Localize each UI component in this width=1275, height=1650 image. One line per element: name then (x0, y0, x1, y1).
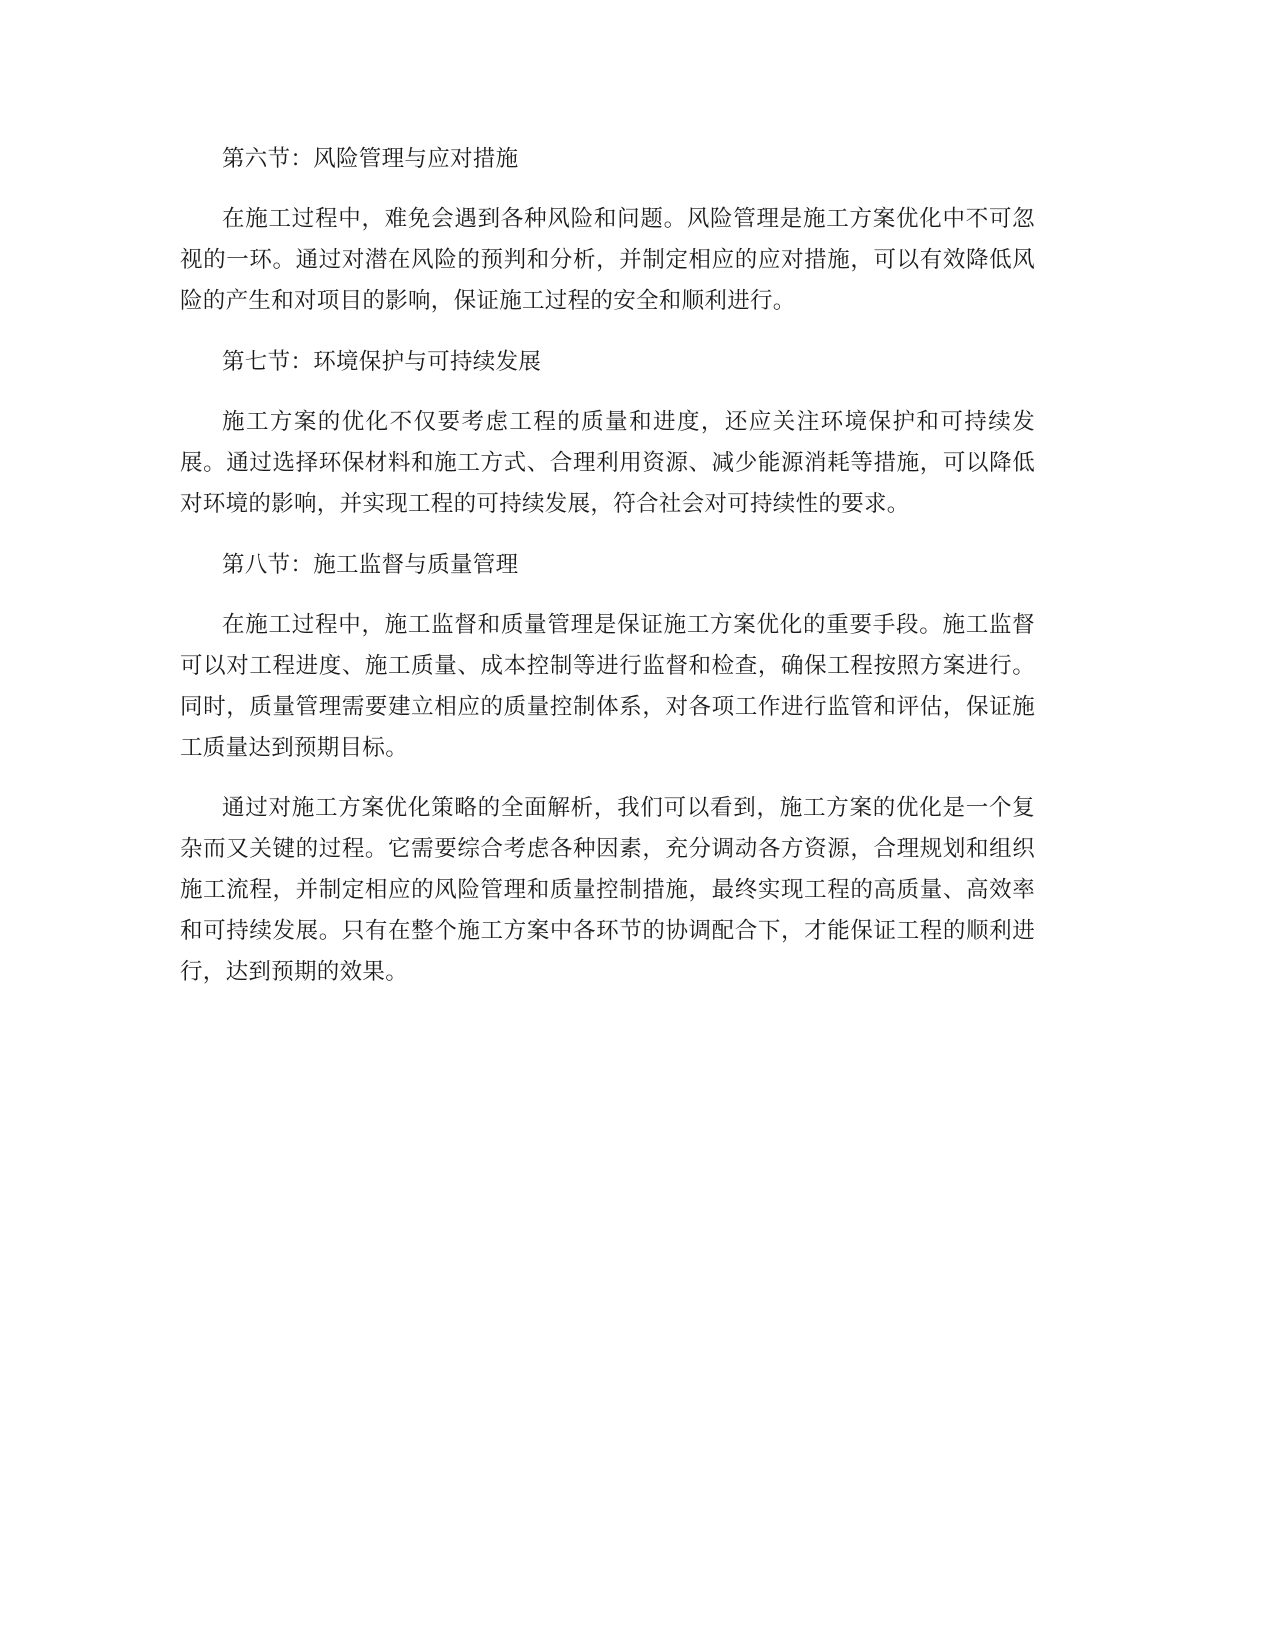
section-7-heading: 第七节：环境保护与可持续发展 (222, 349, 542, 375)
section-6-heading: 第六节：风险管理与应对措施 (222, 146, 519, 172)
document-page (180, 138, 1035, 993)
section-8-body: 在施工过程中，施工监督和质量管理是保证施工方案优化的重要手段。施工监督可以对工程进度、施工质量、成本控制等进行监督和检查，确保工程按照方案进行。同时，质量管理需要建立相应的质量控制体系，对各项工作进行监管和评估，保证施工质量达到预期目标。 (180, 612, 1035, 761)
section-6-body: 在施工过程中，难免会遇到各种风险和问题。风险管理是施工方案优化中不可忽视的一环。通过对潜在风险的预判和分析，并制定相应的应对措施，可以有效降低风险的产生和对项目的影响，保证施工过程的安全和顺利进行。 (180, 206, 1035, 314)
conclusion-paragraph: 通过对施工方案优化策略的全面解析，我们可以看到，施工方案的优化是一个复杂而又关键的过程。它需要综合考虑各种因素，充分调动各方资源，合理规划和组织施工流程，并制定相应的风险管理和质量控制措施，最终实现工程的高质量、高效率和可持续发展。只有在整个施工方案中各环节的协调配合下，才能保证工程的顺利进行，达到预期的效果。 (180, 795, 1035, 985)
section-8-heading: 第八节：施工监督与质量管理 (222, 552, 519, 578)
section-7-body: 施工方案的优化不仅要考虑工程的质量和进度，还应关注环境保护和可持续发展。通过选择环保材料和施工方式、合理利用资源、减少能源消耗等措施，可以降低对环境的影响，并实现工程的可持续发展，符合社会对可持续性的要求。 (180, 409, 1035, 517)
